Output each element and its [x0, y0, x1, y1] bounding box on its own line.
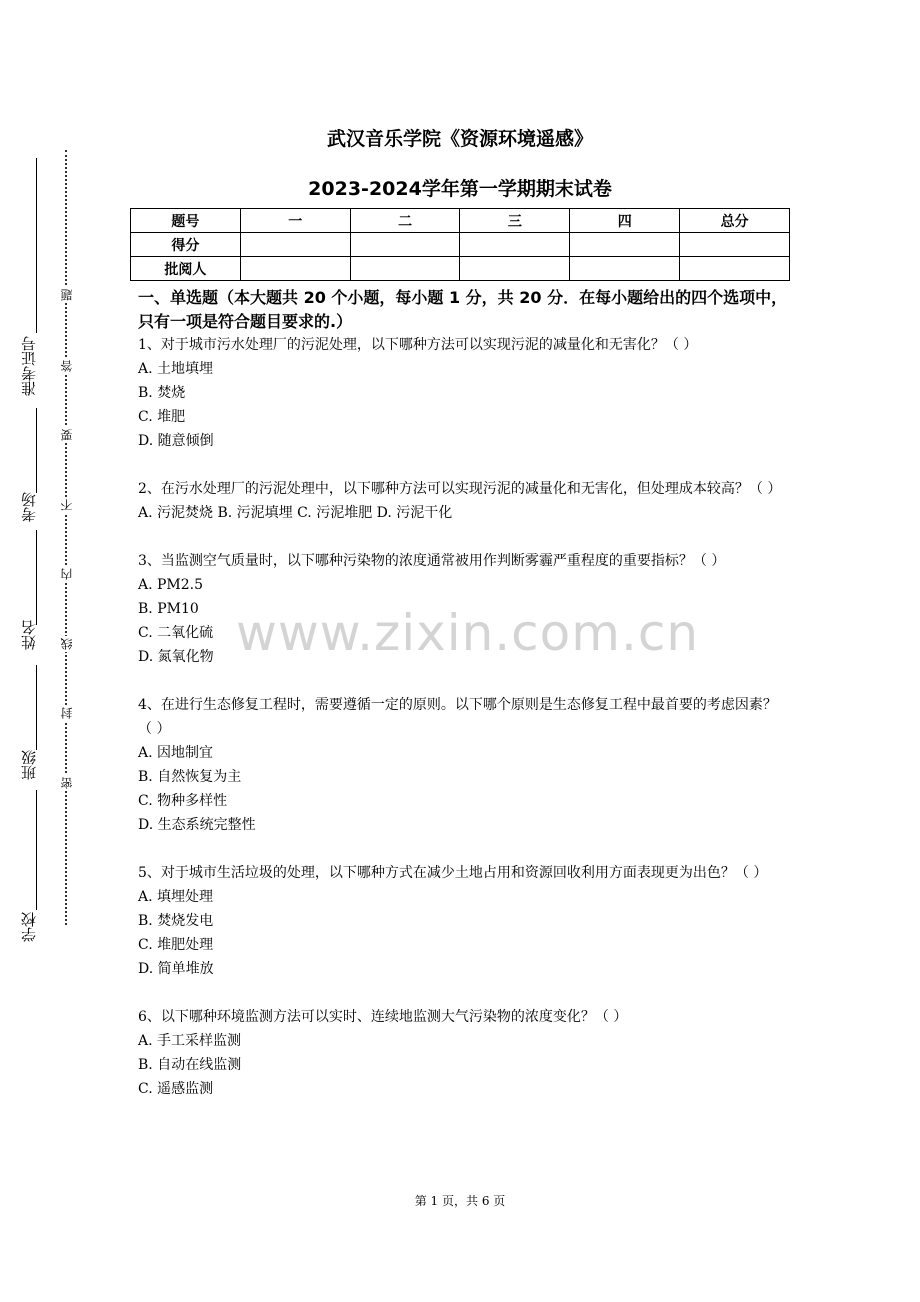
score-cell — [680, 233, 790, 257]
score-table-row — [131, 257, 790, 281]
section-heading: 一、单选题（本大题共 20 个小题，每小题 1 分，共 20 分．在每小题给出的四个选项中，只有一项是符合题目要求的.） — [138, 288, 788, 331]
question-item — [138, 861, 788, 981]
score-cell — [460, 233, 570, 257]
seal-char: 不 — [60, 499, 74, 511]
question-option: D. 氮氧化物 — [138, 649, 214, 665]
question-option: B. 焚烧发电 — [138, 913, 214, 929]
class-label: 班级 — [20, 750, 38, 780]
score-cell: 一 — [240, 209, 350, 233]
question-option: B. 焚烧 — [138, 385, 186, 401]
question-item — [138, 477, 788, 525]
exam-subtitle: 2023-2024学年第一学期期末试卷 — [308, 178, 612, 200]
seal-char: 线 — [60, 638, 74, 650]
question-option: D. 生态系统完整性 — [138, 817, 256, 833]
question-option: D. 随意倾倒 — [138, 433, 214, 449]
question-option: C. 物种多样性 — [138, 793, 228, 809]
score-table-header-row — [131, 209, 790, 233]
question-option: A. 土地填埋 — [138, 361, 214, 377]
question-option: D. 简单堆放 — [138, 961, 214, 977]
score-table — [130, 208, 790, 281]
score-cell — [570, 233, 680, 257]
question-option: A. 填埋处理 — [138, 889, 214, 905]
binding-dotted-line — [65, 150, 67, 925]
question-stem: 5、对于城市生活垃圾的处理，以下哪种方式在减少土地占用和资源回收利用方面表现更为出色？（ ） — [138, 865, 768, 881]
score-cell: 总分 — [680, 209, 790, 233]
seal-char: 封 — [60, 707, 74, 719]
score-cell: 四 — [570, 209, 680, 233]
score-cell — [350, 257, 460, 281]
school-line — [36, 790, 37, 910]
score-cell — [240, 233, 350, 257]
score-cell — [350, 233, 460, 257]
question-stem: 4、在进行生态修复工程时，需要遵循一定的原则。以下哪个原则是生态修复工程中最首要的考虑因素？（ ） — [138, 697, 777, 737]
question-list — [138, 333, 788, 1101]
question-item — [138, 1005, 788, 1101]
score-cell — [570, 257, 680, 281]
question-stem: 2、在污水处理厂的污泥处理中，以下哪种方法可以实现污泥的减量化和无害化，但处理成本较高？（ ） — [138, 481, 782, 497]
exam-room-line — [36, 408, 37, 493]
score-cell: 得分 — [131, 233, 241, 257]
question-option: B. PM10 — [138, 601, 199, 617]
question-option: A. 手工采样监测 — [138, 1033, 242, 1049]
score-cell — [240, 257, 350, 281]
question-option: C. 遥感监测 — [138, 1081, 214, 1097]
question-option: C. 堆肥 — [138, 409, 186, 425]
question-option: B. 自然恢复为主 — [138, 769, 242, 785]
question-item — [138, 333, 788, 453]
score-cell: 批阅人 — [131, 257, 241, 281]
seal-char: 密 — [60, 777, 74, 789]
question-stem: 3、当监测空气质量时，以下哪种污染物的浓度通常被用作判断雾霾严重程度的重要指标？（ ） — [138, 553, 726, 569]
seal-char: 答 — [60, 360, 74, 372]
score-cell — [460, 257, 570, 281]
question-option: B. 自动在线监测 — [138, 1057, 242, 1073]
question-option: C. 堆肥处理 — [138, 937, 214, 953]
exam-room-label: 考场 — [20, 492, 38, 522]
seal-char: 题 — [60, 289, 74, 301]
school-label: 学校 — [20, 912, 38, 942]
question-option: C. 二氧化硫 — [138, 625, 214, 641]
question-item — [138, 693, 788, 837]
seal-char: 要 — [60, 429, 74, 441]
watermark: www.zixin.com.cn — [236, 604, 700, 662]
score-cell: 三 — [460, 209, 570, 233]
class-line — [36, 665, 37, 750]
score-cell: 题号 — [131, 209, 241, 233]
exam-title: 武汉音乐学院《资源环境遥感》 — [326, 128, 593, 150]
question-option: A. 因地制宜 — [138, 745, 214, 761]
seal-char: 内 — [60, 568, 74, 580]
name-line — [36, 530, 37, 625]
question-stem: 6、以下哪种环境监测方法可以实时、连续地监测大气污染物的浓度变化？（ ） — [138, 1009, 628, 1025]
question-stem: 1、对于城市污水处理厂的污泥处理，以下哪种方法可以实现污泥的减量化和无害化？（ ） — [138, 337, 698, 353]
score-table-row — [131, 233, 790, 257]
question-option: A. PM2.5 — [138, 577, 204, 593]
score-cell: 二 — [350, 209, 460, 233]
name-label: 姓名 — [20, 620, 38, 650]
page-footer: 第 1 页，共 6 页 — [414, 1194, 506, 1208]
question-option: A. 污泥焚烧 B. 污泥填埋 C. 污泥堆肥 D. 污泥干化 — [138, 505, 453, 521]
score-cell — [680, 257, 790, 281]
exam-number-label: 准考证号 — [20, 336, 38, 396]
